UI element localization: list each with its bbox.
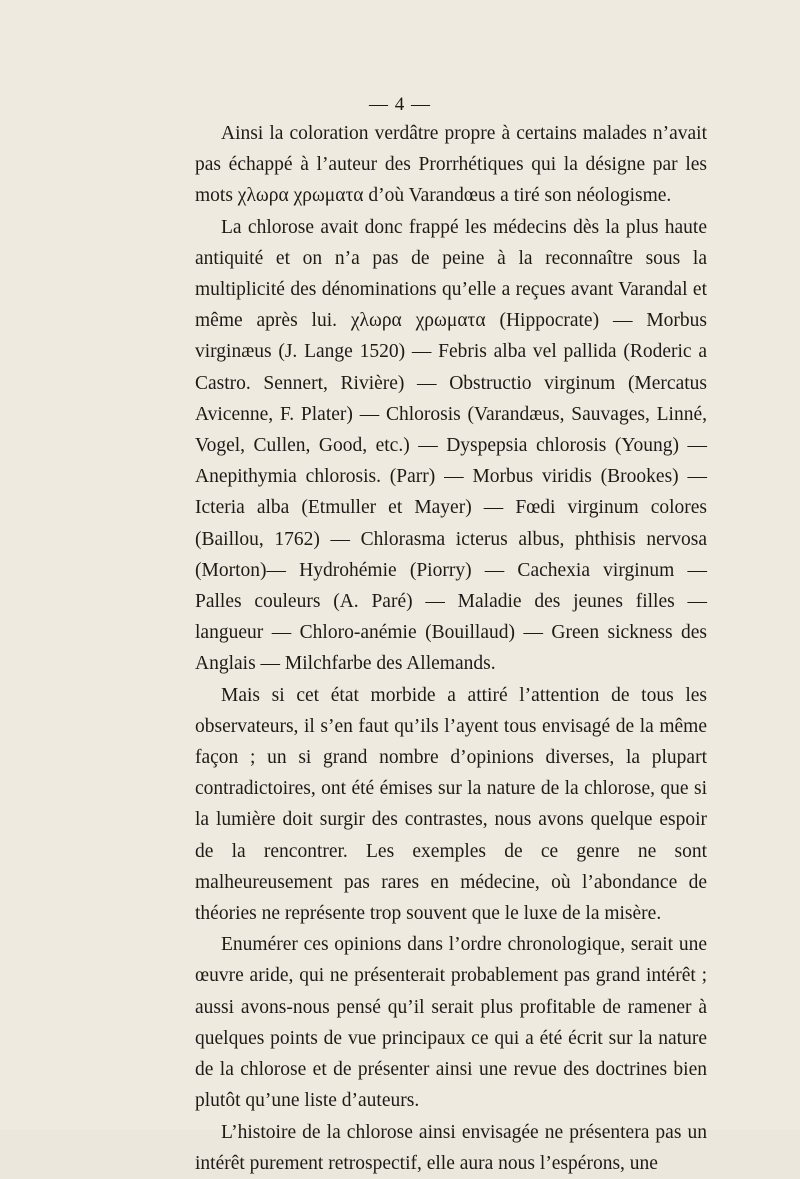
paragraph-4: Enumérer ces opinions dans l’ordre chronologique, serait une œuvre aride, qui ne présenterait probablement pas grand intérêt ; aussi avons-nous pensé qu’il serait plus profitable de ramener à quelques points de vue principaux ce qui a été écrit sur la nature de la chlorose et de présenter ainsi une revue des doctrines bien plutôt qu’une liste d’auteurs.: [195, 934, 707, 1112]
page-number: — 4 —: [369, 94, 431, 115]
paragraph-5: L’histoire de la chlorose ainsi envisagée ne présentera pas un intérêt purement retrospectif, elle aura nous l’espérons, une: [195, 1121, 707, 1174]
paragraph-2: La chlorose avait donc frappé les médecins dès la plus haute antiquité et on n’a pas de peine à la reconnaître sous la multiplicité des dénominations qu’elle a reçues avant Varandal et même après lui. χλωρα χρωματα (Hippocrate) — Morbus virginæus (J. Lange 1520) — Febris alba vel pallida (Roderic a Castro. Sennert, Rivière) — Obstructio virginum (Mercatus Avicenne, F. Plater) — Chlorosis (Varandæus, Sauvages, Linné, Vogel, Cullen, Good, etc.) — Dyspepsia chlorosis (Young) — Anepithymia chlorosis. (Parr) — Morbus viridis (Brookes) — Icteria alba (Etmuller et Mayer) — Fœdi virginum colores (Baillou, 1762) — Chlorasma icterus albus, phthisis nervosa (Morton)— Hydrohémie (Piorry) — Cachexia virginum — Palles couleurs (A. Paré) — Maladie des jeunes filles — langueur — Chloro-anémie (Bouillaud) — Green sickness des Anglais — Milchfarbe des Allemands.: [195, 216, 707, 675]
paragraph-1: Ainsi la coloration verdâtre propre à certains malades n’avait pas échappé à l’auteur des Prorrhétiques qui la désigne par les mots χλωρα χρωματα d’où Varandœus a tiré son néologisme.: [195, 123, 707, 207]
paragraph-3: Mais si cet état morbide a attiré l’attention de tous les observateurs, il s’en faut qu’ils l’ayent tous envisagé de la même façon ; un si grand nombre d’opinions diverses, la plupart contradictoires, ont été émises sur la nature de la chlorose, que si la lumière doit surgir des contrastes, nous avons quelque espoir de la rencontrer. Les exemples de ce genre ne sont malheureusement pas rares en médecine, où l’abondance de théories ne représente trop souvent que le luxe de la misère.: [195, 684, 707, 925]
body-text: [195, 118, 707, 1179]
